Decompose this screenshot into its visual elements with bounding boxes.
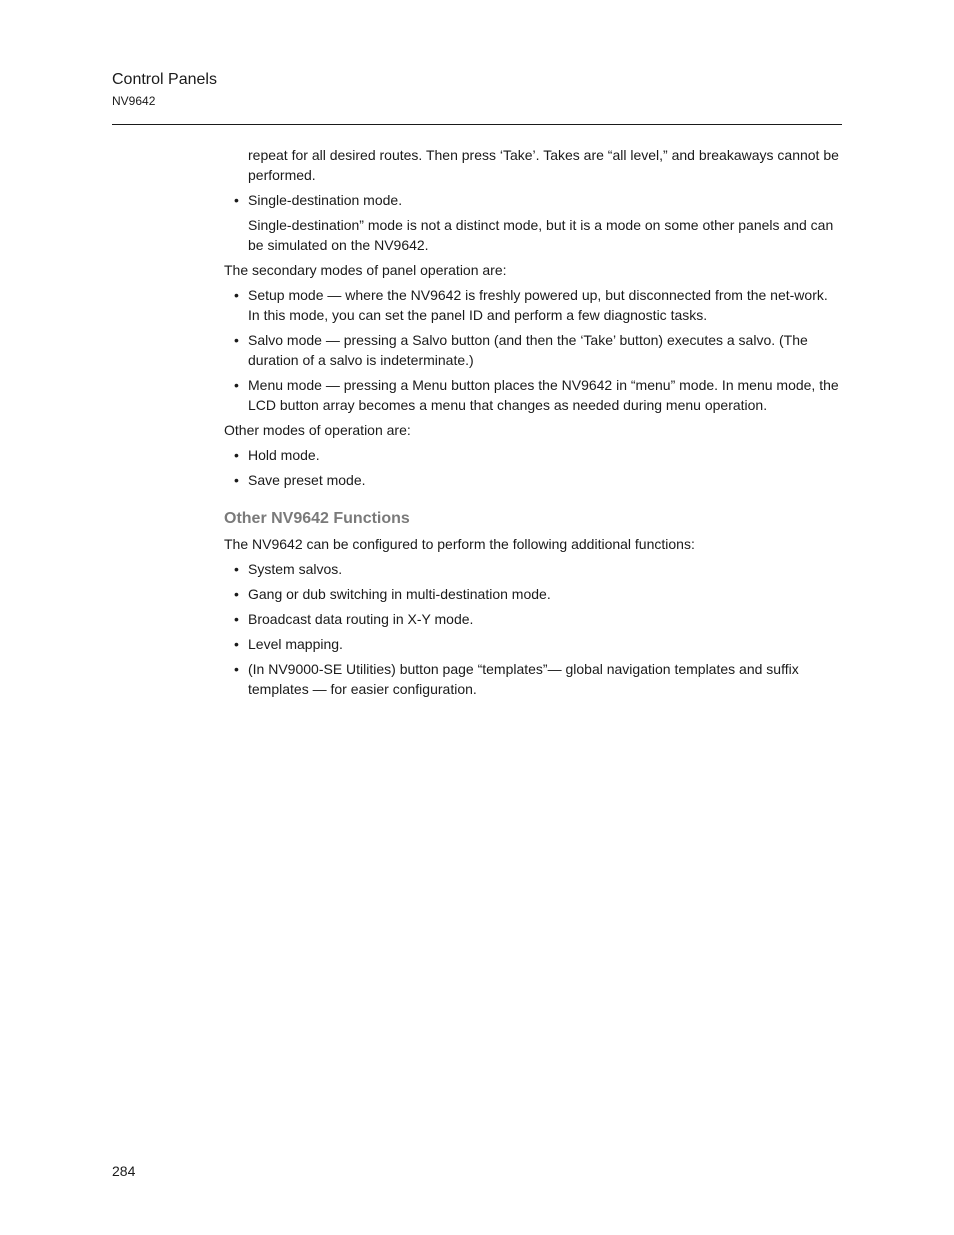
secondary-modes-intro: The secondary modes of panel operation are: — [224, 262, 507, 278]
list-item — [224, 470, 842, 490]
list-item-text: (In NV9000-SE Utilities) button page “templates”— global navigation templates and suffix templates — for easier configuration. — [248, 661, 799, 697]
bullet-icon: • — [234, 332, 239, 348]
list-item-text: Salvo mode — pressing a Salvo button (and then the ‘Take’ button) executes a salvo. (The duration of a salvo is indeterminate.) — [248, 332, 808, 368]
list-item-text: Menu mode — pressing a Menu button places the NV9642 in “menu” mode. In menu mode, the LCD button array becomes a menu that changes as needed during menu operation. — [248, 377, 839, 413]
bullet-note: Single-destination” mode is not a distinct mode, but it is a mode on some other panels and can be simulated on the NV9642. — [248, 217, 834, 253]
list-item-text: Setup mode — where the NV9642 is freshly powered up, but disconnected from the net-work. In this mode, you can set the panel ID and perform a few diagnostic tasks. — [248, 287, 828, 323]
list-item — [224, 559, 842, 579]
list-item — [224, 634, 842, 654]
bullet-icon: • — [234, 192, 239, 208]
list-item-text: System salvos. — [248, 561, 343, 577]
section-heading: Other NV9642 Functions — [224, 510, 410, 527]
header-rule — [112, 124, 842, 125]
bullet-icon: • — [234, 447, 239, 463]
list-item — [224, 190, 842, 210]
header-subtitle: NV9642 — [112, 94, 156, 108]
list-item-text: Save preset mode. — [248, 472, 366, 488]
list-item — [224, 330, 842, 370]
bullet-icon: • — [234, 561, 239, 577]
bullet-icon: • — [234, 661, 239, 677]
list-item-text: Level mapping. — [248, 636, 343, 652]
bullet-icon: • — [234, 287, 239, 303]
header-title: Control Panels — [112, 71, 217, 88]
list-item — [224, 609, 842, 629]
list-item — [224, 659, 842, 699]
list-item-text: Hold mode. — [248, 447, 320, 463]
bullet-icon: • — [234, 611, 239, 627]
list-item — [224, 584, 842, 604]
list-item — [224, 445, 842, 465]
list-item — [224, 375, 842, 415]
list-item-text: Gang or dub switching in multi-destination mode. — [248, 586, 551, 602]
list-item-text: Broadcast data routing in X-Y mode. — [248, 611, 474, 627]
continued-paragraph: repeat for all desired routes. Then press ‘Take’. Takes are “all level,” and breakaways cannot be performed. — [248, 147, 839, 183]
other-modes-intro: Other modes of operation are: — [224, 422, 411, 438]
running-header — [112, 70, 217, 109]
page-number: 284 — [112, 1163, 136, 1179]
list-item-text: Single-destination mode. — [248, 192, 403, 208]
list-item — [224, 285, 842, 325]
bullet-icon: • — [234, 586, 239, 602]
functions-intro: The NV9642 can be configured to perform the following additional functions: — [224, 536, 695, 552]
bullet-icon: • — [234, 377, 239, 393]
bullet-icon: • — [234, 472, 239, 488]
bullet-icon: • — [234, 636, 239, 652]
page-body — [224, 145, 842, 704]
